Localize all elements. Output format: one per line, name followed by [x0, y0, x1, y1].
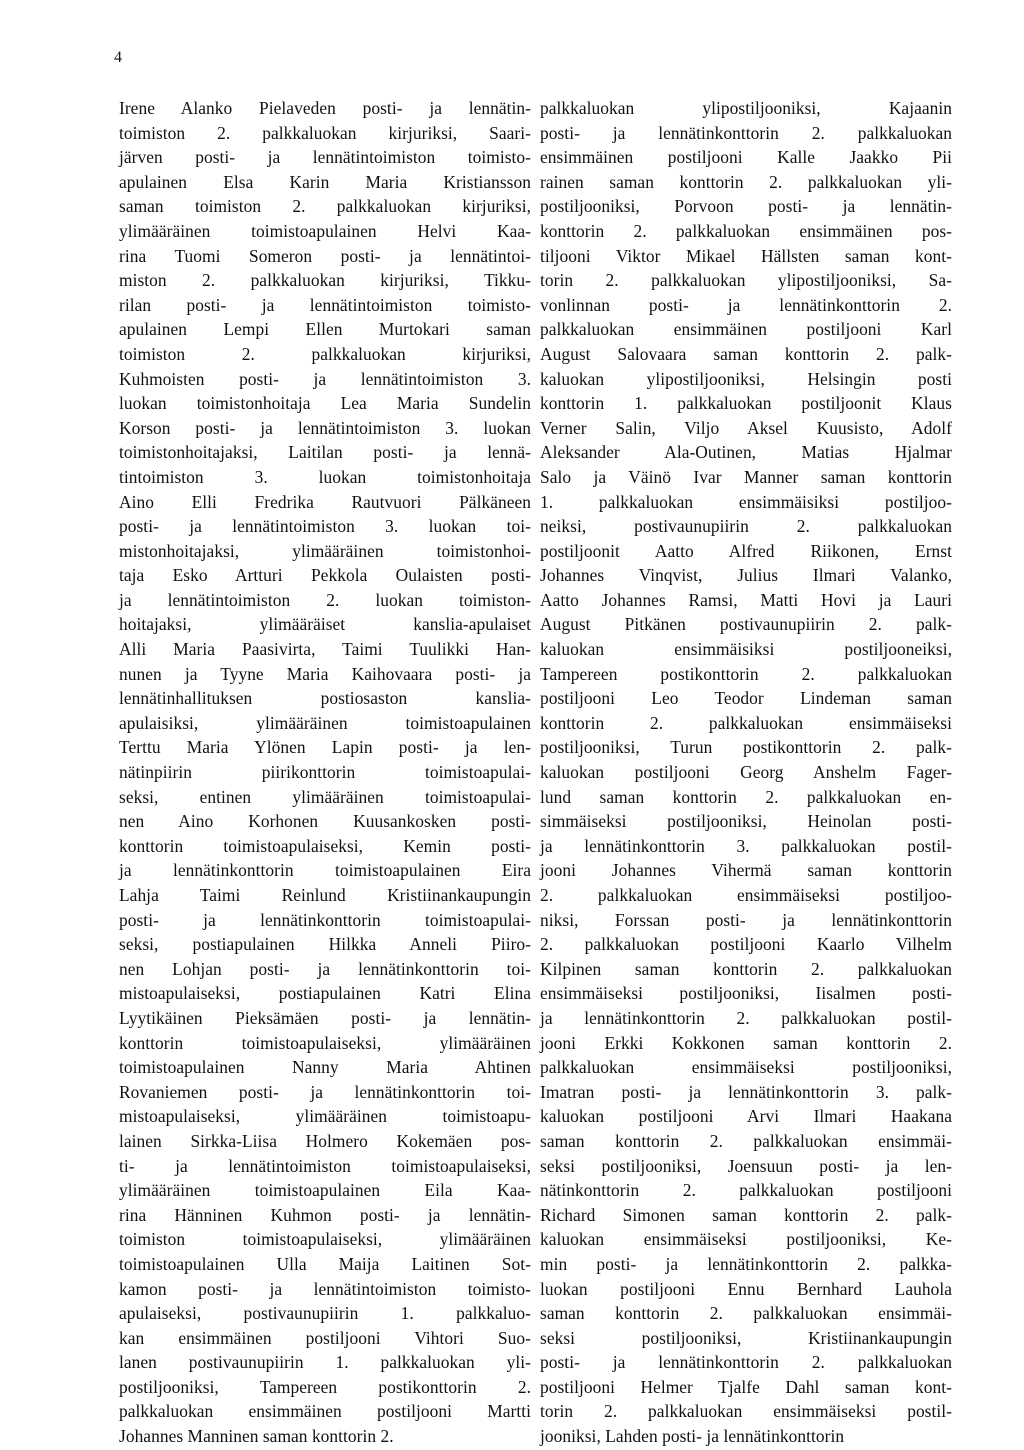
text-line — [540, 1104, 952, 1129]
text-line-content: taja Esko Artturi Pekkola Oulaisten posti- — [119, 565, 531, 586]
text-line — [540, 1301, 952, 1326]
text-line-content: ylimääräinen toimistoapulainen Eila Kaa- — [119, 1180, 531, 1201]
text-line — [540, 1227, 952, 1252]
left-text-column — [119, 96, 531, 1449]
text-line — [119, 1055, 531, 1080]
text-line — [540, 637, 952, 662]
text-line-content: posti- ja lennätinkonttorin toimistoapulai- — [119, 909, 531, 930]
text-line-content: ensimmäiseksi postiljooniksi, Iisalmen posti- — [540, 983, 952, 1004]
text-line-content: kaluokan ylipostiljooniksi, Helsingin posti — [540, 368, 952, 389]
text-line — [540, 170, 952, 195]
text-line-content: Rovaniemen posti- ja lennätinkonttorin toi- — [119, 1081, 531, 1102]
text-line-content: miston 2. palkkaluokan kirjuriksi, Tikku- — [119, 270, 531, 291]
text-line — [119, 1006, 531, 1031]
text-line-content: postiljoonit Aatto Alfred Riikonen, Ernst — [540, 540, 952, 561]
text-line-content: postiljooniksi, Turun postikonttorin 2. palk- — [540, 737, 952, 758]
text-line-content: 2. palkkaluokan ensimmäiseksi postiljoo- — [540, 885, 952, 905]
text-line-content: konttorin 2. palkkaluokan ensimmäinen pos- — [540, 220, 952, 241]
text-line-content: ensimmäinen postiljooni Kalle Jaakko Pii — [540, 147, 952, 168]
text-line — [540, 858, 952, 883]
text-line — [119, 908, 531, 933]
text-line — [540, 686, 952, 711]
text-line-content: postiljooniksi, Porvoon posti- ja lennätin- — [540, 196, 952, 217]
text-line-content: toimistoapulainen Ulla Maija Laitinen Sot- — [119, 1253, 531, 1274]
text-line-content: seksi postiljooniksi, Kristiinankaupungin — [540, 1327, 952, 1348]
text-line — [119, 858, 531, 883]
text-line-content: niksi, Forssan posti- ja lennätinkonttorin — [540, 909, 952, 930]
text-line — [119, 1080, 531, 1105]
text-line-content: nunen ja Tyyne Maria Kaihovaara posti- ja — [119, 663, 531, 684]
text-line-content: apulaiseksi, postivaunupiirin 1. palkkaluo- — [119, 1303, 531, 1324]
text-line-content: Johannes Vinqvist, Julius Ilmari Valanko, — [540, 565, 952, 586]
text-line — [119, 416, 531, 441]
text-line — [119, 834, 531, 859]
text-line — [540, 514, 952, 539]
text-line — [540, 268, 952, 293]
text-line — [540, 1080, 952, 1105]
text-line-content: Tampereen postikonttorin 2. palkkaluokan — [540, 663, 952, 684]
text-line-content: Richard Simonen saman konttorin 2. palk- — [540, 1204, 952, 1225]
text-line-content: rina Tuomi Someron posti- ja lennätintoi- — [119, 245, 531, 266]
text-line — [540, 293, 952, 318]
text-line — [119, 465, 531, 490]
text-line — [540, 588, 952, 613]
text-line — [119, 293, 531, 318]
text-line-content: lennätinhallituksen postiosaston kanslia- — [119, 688, 531, 709]
text-line-content: ja lennätinkonttorin 3. palkkaluokan postil- — [540, 835, 952, 856]
text-line — [119, 194, 531, 219]
text-line-content: konttorin 1. palkkaluokan postiljoonit Klaus — [540, 393, 952, 414]
text-line-content: jooni Johannes Vihermä saman konttorin — [540, 860, 952, 881]
text-line — [119, 1424, 531, 1449]
text-line — [540, 440, 952, 465]
text-line-content: järven posti- ja lennätintoimiston toimisto- — [119, 147, 531, 168]
text-line-content: rilan posti- ja lennätintoimiston toimisto- — [119, 294, 531, 315]
text-line — [540, 342, 952, 367]
text-line-content: lanen postivaunupiirin 1. palkkaluokan yli- — [119, 1352, 531, 1373]
text-line-content: nen Lohjan posti- ja lennätinkonttorin toi- — [119, 958, 531, 979]
text-line-content: kan ensimmäinen postiljooni Vihtori Suo- — [119, 1327, 531, 1348]
text-line-content: jooniksi, Lahden posti- ja lennätinkonttorin — [540, 1426, 845, 1447]
text-line-content: toimistoapulainen Nanny Maria Ahtinen — [119, 1057, 531, 1078]
text-line-content: 1. palkkaluokan ensimmäisiksi postiljoo- — [540, 491, 952, 512]
text-line-content: mistoapulaiseksi, ylimääräinen toimistoapu- — [119, 1106, 531, 1127]
text-line-content: toimiston 2. palkkaluokan kirjuriksi, — [119, 343, 531, 364]
text-line-content: saman konttorin 2. palkkaluokan ensimmäi- — [540, 1303, 952, 1324]
text-line-content: konttorin toimistoapulaiseksi, ylimääräinen — [119, 1032, 531, 1053]
text-line-content: Salo ja Väinö Ivar Manner saman konttorin — [540, 466, 952, 487]
text-line — [119, 588, 531, 613]
text-line — [540, 809, 952, 834]
text-line — [540, 1129, 952, 1154]
text-line-content: seksi, entinen ylimääräinen toimistoapulai- — [119, 786, 531, 807]
text-line — [540, 834, 952, 859]
text-line-content: August Pitkänen postivaunupiirin 2. palk- — [540, 614, 952, 635]
text-line-content: tintoimiston 3. luokan toimistonhoitaja — [119, 466, 531, 487]
text-line — [540, 96, 952, 121]
text-line-content: jooni Erkki Kokkonen saman konttorin 2. — [540, 1032, 952, 1053]
text-line — [540, 416, 952, 441]
text-line-content: kaluokan ensimmäisiksi postiljooneiksi, — [540, 639, 952, 660]
text-line — [119, 637, 531, 662]
text-line-content: torin 2. palkkaluokan ylipostiljooniksi, Sa- — [540, 270, 952, 291]
text-line — [119, 170, 531, 195]
text-line-content: Aino Elli Fredrika Rautvuori Pälkäneen — [119, 491, 531, 512]
text-line — [540, 194, 952, 219]
text-line — [540, 760, 952, 785]
text-line — [540, 1277, 952, 1302]
text-line — [540, 1178, 952, 1203]
text-line — [119, 1031, 531, 1056]
text-line — [540, 367, 952, 392]
text-line — [119, 1350, 531, 1375]
text-line — [119, 1203, 531, 1228]
text-line-content: luokan toimistonhoitaja Lea Maria Sundelin — [119, 393, 531, 414]
text-line-content: hoitajaksi, ylimääräiset kanslia-apulaiset — [119, 614, 531, 635]
text-line-content: seksi postiljooniksi, Joensuun posti- ja len- — [540, 1155, 952, 1176]
text-line — [540, 1375, 952, 1400]
text-line-content: Johannes Manninen saman konttorin 2. — [119, 1426, 394, 1447]
text-line-content: palkkaluokan ensimmäiseksi postiljooniksi, — [540, 1057, 952, 1078]
text-line — [119, 1277, 531, 1302]
text-line — [119, 514, 531, 539]
text-line-content: Aatto Johannes Ramsi, Matti Hovi ja Lauri — [540, 589, 952, 610]
text-line-content: postiljooni Leo Teodor Lindeman saman — [540, 688, 952, 709]
text-line-content: apulainen Lempi Ellen Murtokari saman — [119, 319, 531, 340]
text-line — [540, 219, 952, 244]
text-line — [119, 932, 531, 957]
text-line — [540, 932, 952, 957]
text-line-content: toimistonhoitajaksi, Laitilan posti- ja lennä- — [119, 442, 531, 463]
text-line-content: ylimääräinen toimistoapulainen Helvi Kaa- — [119, 220, 531, 241]
text-line — [119, 563, 531, 588]
text-line-content: Irene Alanko Pielaveden posti- ja lennätin- — [119, 98, 531, 118]
text-line-content: palkkaluokan ensimmäinen postiljooni Martti — [119, 1401, 531, 1422]
text-line — [540, 317, 952, 342]
text-line-content: Kuhmoisten posti- ja lennätintoimiston 3. — [119, 368, 531, 389]
text-line — [540, 1252, 952, 1277]
text-line-content: postiljooniksi, Tampereen postikonttorin 2. — [119, 1376, 531, 1397]
text-line-content: Verner Salin, Viljo Aksel Kuusisto, Adolf — [540, 417, 952, 438]
text-line — [119, 367, 531, 392]
text-line-content: lund saman konttorin 2. palkkaluokan en- — [540, 786, 952, 807]
text-line-content: ja lennätintoimiston 2. luokan toimiston- — [119, 589, 531, 610]
text-line — [119, 490, 531, 515]
text-line — [540, 490, 952, 515]
text-line-content: ja lennätinkonttorin toimistoapulainen Eira — [119, 860, 531, 881]
text-line — [540, 711, 952, 736]
text-line-content: palkkaluokan ensimmäinen postiljooni Karl — [540, 319, 952, 340]
text-line-content: kaluokan postiljooni Georg Anshelm Fager- — [540, 762, 952, 783]
text-line-content: saman toimiston 2. palkkaluokan kirjuriksi, — [119, 196, 531, 217]
text-line — [540, 145, 952, 170]
text-line — [540, 1326, 952, 1351]
text-line-content: palkkaluokan ylipostiljooniksi, Kajaanin — [540, 98, 952, 118]
text-line-content: tiljooni Viktor Mikael Hällsten saman kont- — [540, 245, 952, 266]
text-line-content: posti- ja lennätinkonttorin 2. palkkaluokan — [540, 1352, 952, 1373]
text-line — [540, 1055, 952, 1080]
text-line — [119, 662, 531, 687]
text-line-content: nätinkonttorin 2. palkkaluokan postiljooni — [540, 1180, 952, 1201]
text-line — [540, 883, 952, 908]
text-line — [119, 809, 531, 834]
text-line-content: Lyytikäinen Pieksämäen posti- ja lennätin- — [119, 1007, 531, 1028]
text-line — [119, 1301, 531, 1326]
text-line — [119, 1104, 531, 1129]
text-line — [119, 883, 531, 908]
text-line — [540, 391, 952, 416]
text-line-content: seksi, postiapulainen Hilkka Anneli Piiro- — [119, 934, 531, 955]
text-line — [119, 1227, 531, 1252]
text-line-content: Kilpinen saman konttorin 2. palkkaluokan — [540, 958, 952, 979]
text-line — [540, 465, 952, 490]
text-line-content: kaluokan ensimmäiseksi postiljooniksi, Ke- — [540, 1229, 952, 1250]
text-line-content: apulaisiksi, ylimääräinen toimistoapulainen — [119, 712, 531, 733]
text-line — [540, 957, 952, 982]
text-line-content: simmäiseksi postiljooniksi, Heinolan posti- — [540, 811, 952, 832]
text-line — [540, 735, 952, 760]
text-line-content: min posti- ja lennätinkonttorin 2. palkka- — [540, 1253, 952, 1274]
text-line — [119, 785, 531, 810]
right-text-column — [540, 96, 952, 1449]
text-line — [540, 1399, 952, 1424]
text-line — [119, 760, 531, 785]
text-line — [119, 244, 531, 269]
text-line — [540, 981, 952, 1006]
text-line — [119, 1178, 531, 1203]
text-line-content: kaluokan postiljooni Arvi Ilmari Haakana — [540, 1106, 952, 1127]
text-line-content: torin 2. palkkaluokan ensimmäiseksi postil- — [540, 1401, 952, 1422]
text-line — [540, 908, 952, 933]
text-line — [540, 662, 952, 687]
text-line — [540, 612, 952, 637]
text-line — [119, 735, 531, 760]
text-line-content: kamon posti- ja lennätintoimiston toimisto- — [119, 1278, 531, 1299]
text-line-content: ja lennätinkonttorin 2. palkkaluokan postil- — [540, 1007, 952, 1028]
text-line-content: toimiston 2. palkkaluokan kirjuriksi, Saari- — [119, 122, 531, 143]
text-line-content: Korson posti- ja lennätintoimiston 3. luokan — [119, 417, 531, 438]
text-line-content: apulainen Elsa Karin Maria Kristiansson — [119, 171, 531, 192]
text-line — [119, 539, 531, 564]
text-line-content: saman konttorin 2. palkkaluokan ensimmäi- — [540, 1130, 952, 1151]
text-line-content: neiksi, postivaunupiirin 2. palkkaluokan — [540, 516, 952, 537]
text-line-content: Imatran posti- ja lennätinkonttorin 3. palk- — [540, 1081, 952, 1102]
text-line — [119, 342, 531, 367]
text-line-content: ti- ja lennätintoimiston toimistoapulaiseksi, — [119, 1155, 531, 1176]
text-line — [119, 268, 531, 293]
text-line — [119, 1399, 531, 1424]
text-line-content: 2. palkkaluokan postiljooni Kaarlo Vilhelm — [540, 934, 952, 955]
text-line-content: posti- ja lennätintoimiston 3. luokan toi- — [119, 516, 531, 537]
text-line-content: vonlinnan posti- ja lennätinkonttorin 2. — [540, 294, 952, 315]
text-line-content: toimiston toimistoapulaiseksi, ylimääräinen — [119, 1229, 531, 1250]
text-line — [119, 121, 531, 146]
text-line — [540, 1006, 952, 1031]
text-line — [119, 440, 531, 465]
text-line-content: rainen saman konttorin 2. palkkaluokan yli- — [540, 171, 952, 192]
text-line — [119, 711, 531, 736]
text-line — [119, 1129, 531, 1154]
text-line-content: nen Aino Korhonen Kuusankosken posti- — [119, 811, 531, 832]
text-line-content: rina Hänninen Kuhmon posti- ja lennätin- — [119, 1204, 531, 1225]
text-line — [119, 317, 531, 342]
text-line-content: Lahja Taimi Reinlund Kristiinankaupungin — [119, 885, 531, 905]
text-line — [119, 957, 531, 982]
text-line-content: postiljooni Helmer Tjalfe Dahl saman kont- — [540, 1376, 952, 1397]
text-line — [540, 1424, 952, 1449]
text-line — [119, 219, 531, 244]
text-line-content: mistoapulaiseksi, postiapulainen Katri Elina — [119, 983, 531, 1004]
text-line — [119, 981, 531, 1006]
text-line-content: Alli Maria Paasivirta, Taimi Tuulikki Han- — [119, 639, 531, 660]
text-line-content: posti- ja lennätinkonttorin 2. palkkaluokan — [540, 122, 952, 143]
text-line — [540, 785, 952, 810]
text-line — [540, 1031, 952, 1056]
text-line — [119, 1154, 531, 1179]
text-line-content: nätinpiirin piirikonttorin toimistoapulai- — [119, 762, 531, 783]
text-line — [119, 1252, 531, 1277]
text-line — [540, 539, 952, 564]
text-line — [540, 1350, 952, 1375]
text-line — [119, 686, 531, 711]
text-line — [540, 563, 952, 588]
text-line — [119, 1375, 531, 1400]
text-line — [540, 1154, 952, 1179]
text-line-content: konttorin toimistoapulaiseksi, Kemin posti- — [119, 835, 531, 856]
text-line-content: lainen Sirkka-Liisa Holmero Kokemäen pos- — [119, 1130, 531, 1151]
page-number: 4 — [114, 49, 122, 66]
text-line — [119, 391, 531, 416]
text-line-content: konttorin 2. palkkaluokan ensimmäiseksi — [540, 712, 952, 733]
text-line-content: Aleksander Ala-Outinen, Matias Hjalmar — [540, 442, 952, 463]
text-line — [540, 121, 952, 146]
text-line-content: August Salovaara saman konttorin 2. palk- — [540, 343, 952, 364]
text-line — [119, 96, 531, 121]
text-line-content: luokan postiljooni Ennu Bernhard Lauhola — [540, 1278, 952, 1299]
text-line — [119, 612, 531, 637]
text-line — [119, 145, 531, 170]
text-line — [119, 1326, 531, 1351]
text-line — [540, 244, 952, 269]
text-line-content: Terttu Maria Ylönen Lapin posti- ja len- — [119, 737, 531, 758]
text-line — [540, 1203, 952, 1228]
text-line-content: mistonhoitajaksi, ylimääräinen toimistonhoi- — [119, 540, 531, 561]
